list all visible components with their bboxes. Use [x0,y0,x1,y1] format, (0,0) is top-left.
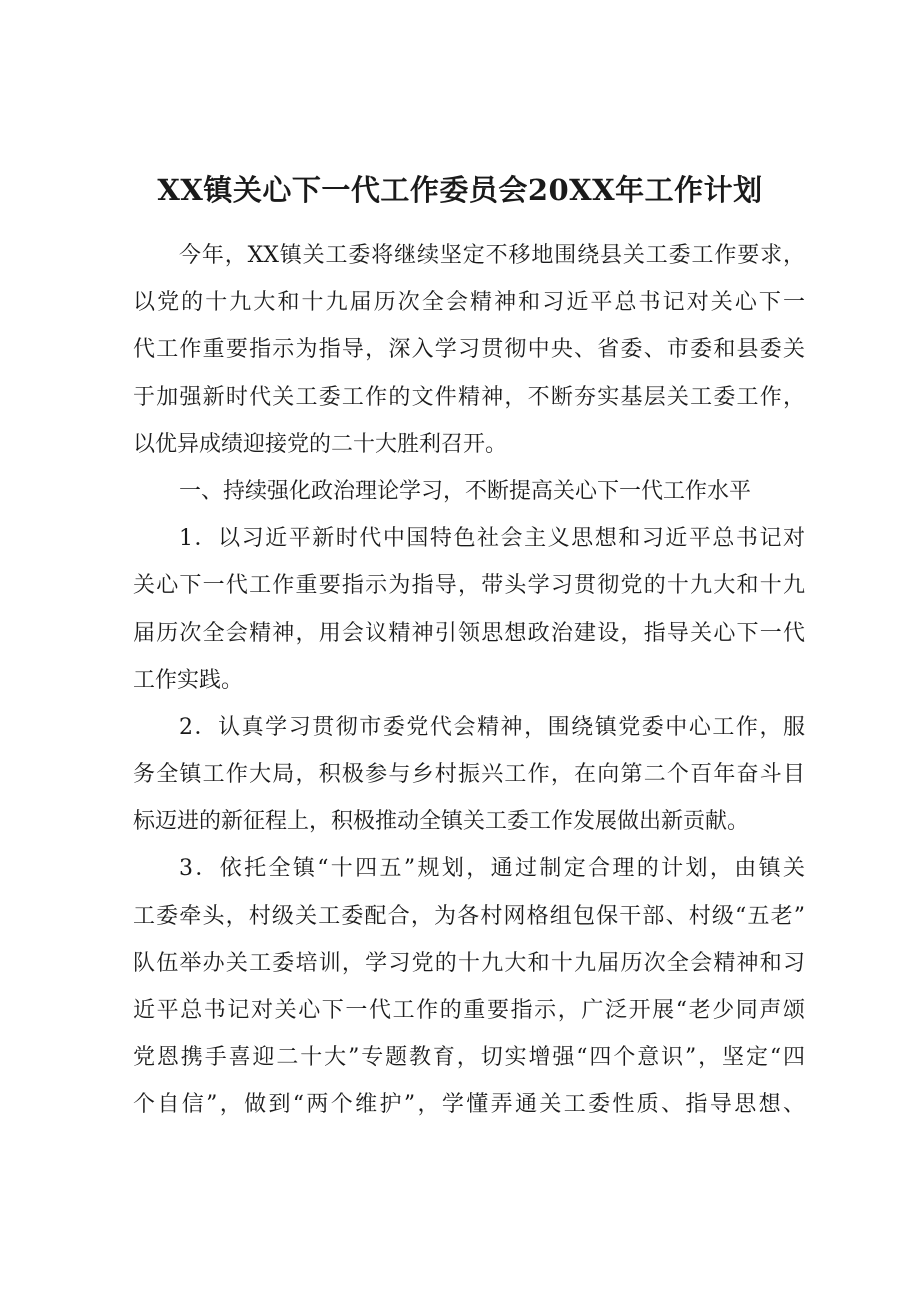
text-line: 今年，XX镇关工委将继续坚定不移地围绕县关工委工作要求， [179,243,805,268]
text-line: 以优异成绩迎接党的二十大胜利召开。 [133,431,508,457]
text-line: 近平总书记对关心下一代工作的重要指示，广泛开展“老少同声颂 [133,998,805,1023]
document-title: XX镇关心下一代工作委员会20XX年工作计划 [157,173,763,207]
text-line: 3．依托全镇“十四五”规划，通过制定合理的计划，由镇关 [179,856,805,882]
text-line: 党恩携手喜迎二十大”专题教育，切实增强“四个意识”，坚定“四 [133,1045,805,1071]
text-line: 1．以习近平新时代中国特色社会主义思想和习近平总书记对 [179,526,805,552]
text-line: 队伍举办关工委培训，学习党的十九大和十九届历次全会精神和习 [133,950,805,976]
text-line: 标迈进的新征程上，积极推动全镇关工委工作发展做出新贡献。 [133,809,750,835]
text-line: 务全镇工作大局，积极参与乡村振兴工作，在向第二个百年奋斗目 [133,762,805,788]
section-heading-text: 一、持续强化政治理论学习，不断提高关心下一代工作水平 [179,478,752,504]
document-body [133,232,805,1129]
text-line: 代工作重要指示为指导，深入学习贯彻中央、省委、市委和县委关 [133,337,805,363]
text-line: 2．认真学习贯彻市委党代会精神，围绕镇党委中心工作，服 [179,714,805,740]
text-line: 关心下一代工作重要指示为指导，带头学习贯彻党的十九大和十九 [133,573,805,599]
list-item-2 [133,704,805,846]
list-item-1 [133,515,805,704]
text-line: 届历次全会精神，用会议精神引领思想政治建设，指导关心下一代 [133,620,805,646]
text-line: 以党的十九大和十九届历次全会精神和习近平总书记对关心下一 [133,290,805,316]
list-item-3 [133,845,805,1128]
text-line: 工委牵头，村级关工委配合，为各村网格组包保干部、村级“五老” [133,903,805,929]
text-line: 于加强新时代关工委工作的文件精神，不断夯实基层关工委工作， [133,384,805,410]
text-line: 个自信”，做到“两个维护”，学懂弄通关工委性质、指导思想、 [133,1092,805,1118]
text-line: 工作实践。 [133,667,244,693]
section-heading [133,468,805,515]
paragraph-intro [133,232,805,468]
